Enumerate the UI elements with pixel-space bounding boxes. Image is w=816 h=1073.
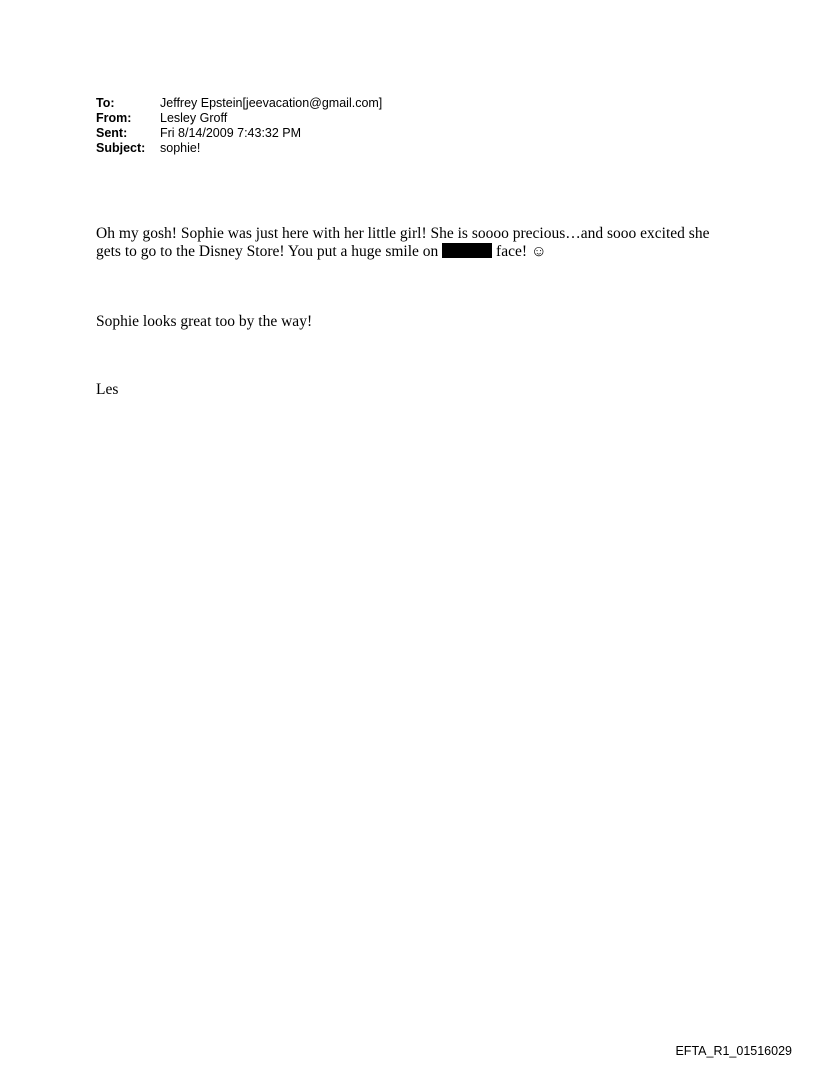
- from-row: [96, 111, 382, 126]
- from-label: From:: [96, 111, 132, 125]
- subject-value: sophie!: [160, 141, 201, 155]
- email-body-paragraph-1: [96, 225, 736, 261]
- sent-value: Fri 8/14/2009 7:43:32 PM: [160, 126, 302, 140]
- email-signoff: Les: [96, 381, 119, 398]
- redaction-block: [442, 243, 492, 258]
- email-body-paragraph-2: Sophie looks great too by the way!: [96, 313, 313, 330]
- to-label: To:: [96, 96, 115, 110]
- sent-label: Sent:: [96, 126, 128, 140]
- document-id-footer: EFTA_R1_01516029: [675, 1044, 792, 1058]
- from-value: Lesley Groff: [160, 111, 228, 125]
- paragraph-1-text-end: face! ☺: [492, 243, 547, 260]
- sent-row: [96, 126, 382, 141]
- to-value: Jeffrey Epstein[jeevacation@gmail.com]: [160, 96, 383, 110]
- subject-row: [96, 141, 382, 156]
- paragraph-1-text-start: Oh my gosh! Sophie was just here with her little girl! She is soooo precious…and sooo excited she gets to go to the Disney Store! You put a huge smile on: [96, 225, 710, 260]
- to-row: [96, 96, 382, 111]
- subject-label: Subject:: [96, 141, 146, 155]
- email-header: [96, 96, 382, 156]
